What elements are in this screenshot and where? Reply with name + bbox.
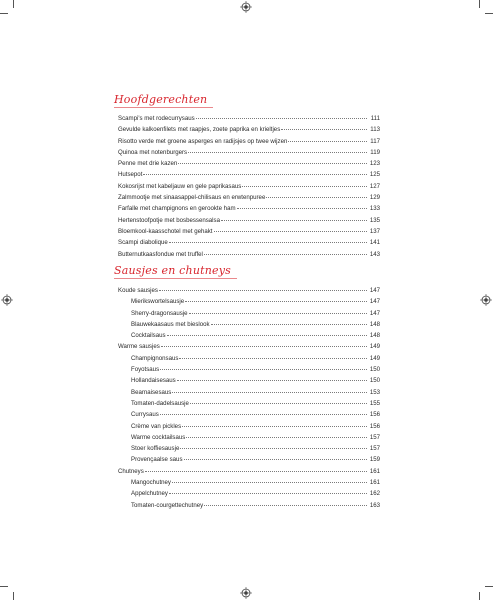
crop-mark-bottom-right-vertical bbox=[479, 592, 480, 600]
entry-page-number: 149 bbox=[369, 354, 380, 362]
entry-title: Kokosrijst met kabeljauw en gele paprikasaus bbox=[118, 182, 242, 190]
toc-entry[interactable] bbox=[118, 203, 380, 214]
entry-title: Stoer koffiesausje bbox=[131, 445, 180, 453]
toc-entry[interactable] bbox=[118, 124, 380, 135]
toc-subentry[interactable] bbox=[118, 500, 380, 511]
dot-leader bbox=[204, 249, 367, 255]
dot-leader bbox=[167, 330, 367, 336]
toc-subentry[interactable] bbox=[118, 454, 380, 465]
dot-leader bbox=[189, 308, 367, 314]
toc-entry[interactable] bbox=[118, 113, 380, 124]
dot-leader bbox=[179, 353, 367, 359]
entry-page-number: 133 bbox=[369, 205, 380, 213]
toc-list-main-courses bbox=[118, 113, 380, 260]
entry-page-number: 155 bbox=[369, 399, 380, 407]
entry-page-number: 153 bbox=[369, 388, 380, 396]
dot-leader bbox=[145, 466, 367, 472]
registration-mark-top-icon bbox=[240, 1, 252, 13]
entry-title: Scampi's met rodecurrysaus bbox=[118, 115, 195, 122]
entry-title: Farfalle met champignons en gerookte ham bbox=[118, 205, 236, 213]
dot-leader bbox=[172, 387, 367, 393]
toc-subentry[interactable] bbox=[118, 488, 380, 499]
entry-title: Koude sausjes bbox=[118, 287, 158, 294]
toc-subentry[interactable] bbox=[118, 398, 380, 409]
dot-leader bbox=[177, 375, 367, 381]
toc-subentry[interactable] bbox=[118, 409, 380, 420]
entry-title: Champignonsaus bbox=[131, 354, 179, 362]
entry-page-number: 147 bbox=[369, 287, 380, 294]
dot-leader bbox=[186, 432, 367, 438]
section-heading-main-courses: Hoofdgerechten bbox=[114, 93, 208, 106]
crop-mark-bottom-right bbox=[485, 586, 493, 587]
entry-page-number: 163 bbox=[369, 501, 380, 509]
toc-subentry[interactable] bbox=[118, 319, 380, 330]
dot-leader bbox=[221, 215, 367, 221]
crop-mark-top-left-vertical bbox=[13, 0, 14, 8]
entry-page-number: 119 bbox=[370, 148, 380, 156]
toc-entry[interactable] bbox=[118, 192, 380, 203]
entry-title: Zalmmootje met sinaasappel-chilisaus en erwtenpuree bbox=[118, 194, 266, 202]
entry-page-number: 147 bbox=[369, 298, 380, 306]
toc-subentry[interactable] bbox=[118, 443, 380, 454]
toc-subentry[interactable] bbox=[118, 432, 380, 443]
entry-page-number: 111 bbox=[370, 115, 380, 122]
dot-leader bbox=[178, 158, 367, 164]
entry-title: Chutneys bbox=[118, 467, 144, 475]
entry-title: Scampi diabolique bbox=[118, 239, 168, 247]
dot-leader bbox=[160, 409, 367, 415]
entry-page-number: 157 bbox=[369, 433, 380, 441]
entry-page-number: 149 bbox=[369, 343, 380, 351]
entry-page-number: 113 bbox=[370, 126, 380, 134]
entry-title: Hutsepot bbox=[118, 171, 143, 179]
entry-title: Bloemkool-kaasschotel met gehakt bbox=[118, 227, 213, 235]
entry-page-number: 162 bbox=[369, 490, 380, 498]
toc-subentry[interactable] bbox=[118, 353, 380, 364]
toc-entry[interactable] bbox=[118, 285, 380, 296]
toc-subentry[interactable] bbox=[118, 364, 380, 375]
crop-mark-bottom-left-vertical bbox=[13, 592, 14, 600]
registration-mark-bottom-icon bbox=[240, 587, 252, 599]
dot-leader bbox=[180, 443, 367, 449]
dot-leader bbox=[143, 169, 367, 175]
dot-leader bbox=[242, 181, 367, 187]
toc-subentry[interactable] bbox=[118, 375, 380, 386]
entry-title: Warme sausjes bbox=[118, 343, 160, 351]
entry-title: Provençaalse saus bbox=[131, 456, 183, 464]
dot-leader bbox=[188, 147, 367, 153]
section-heading-sauces: Sausjes en chutneys bbox=[114, 264, 231, 277]
entry-page-number: 141 bbox=[369, 239, 380, 247]
entry-title: Sherry-dragonsausje bbox=[131, 309, 188, 317]
dot-leader bbox=[185, 296, 367, 302]
toc-entry[interactable] bbox=[118, 341, 380, 352]
entry-title: Tomaten-courgettechutney bbox=[131, 501, 204, 509]
entry-page-number: 148 bbox=[369, 332, 380, 340]
entry-page-number: 161 bbox=[369, 479, 380, 487]
entry-page-number: 161 bbox=[369, 467, 380, 475]
dot-leader bbox=[266, 192, 367, 198]
entry-page-number: 157 bbox=[369, 445, 380, 453]
entry-page-number: 156 bbox=[369, 422, 380, 430]
entry-page-number: 135 bbox=[369, 216, 380, 224]
dot-leader bbox=[190, 398, 367, 404]
toc-list-sauces bbox=[118, 285, 380, 511]
entry-page-number: 123 bbox=[369, 160, 380, 168]
toc-entry[interactable] bbox=[118, 158, 380, 169]
registration-mark-left-icon bbox=[1, 294, 13, 306]
entry-title: Butternutkaasfondue met truffel bbox=[118, 250, 203, 258]
entry-title: Hertenstoofpotje met bosbessensalsa bbox=[118, 216, 220, 224]
entry-page-number: 150 bbox=[369, 377, 380, 385]
entry-page-number: 156 bbox=[369, 411, 380, 419]
entry-title: Tomaten-dadelsausje bbox=[131, 399, 189, 407]
toc-subentry[interactable] bbox=[118, 477, 380, 488]
dot-leader bbox=[288, 136, 367, 142]
dot-leader bbox=[184, 454, 368, 460]
entry-title: Foyotsaus bbox=[131, 366, 160, 374]
toc-entry[interactable] bbox=[118, 169, 380, 180]
dot-leader bbox=[281, 124, 367, 130]
crop-mark-top-right bbox=[485, 13, 493, 14]
entry-title: Quinoa met notenburgers bbox=[118, 148, 188, 156]
toc-entry[interactable] bbox=[118, 147, 380, 158]
dot-leader bbox=[182, 421, 367, 427]
toc-subentry[interactable] bbox=[118, 330, 380, 341]
dot-leader bbox=[169, 488, 367, 494]
entry-title: Mangochutney bbox=[131, 479, 171, 487]
registration-mark-right-icon bbox=[480, 294, 492, 306]
entry-page-number: 125 bbox=[369, 171, 380, 179]
entry-page-number: 137 bbox=[369, 227, 380, 235]
entry-title: Penne met drie kazen bbox=[118, 160, 178, 168]
toc-entry[interactable] bbox=[118, 466, 380, 477]
crop-mark-top-left bbox=[0, 13, 8, 14]
entry-page-number: 129 bbox=[369, 194, 380, 202]
toc-subentry[interactable] bbox=[118, 308, 380, 319]
entry-page-number: 117 bbox=[370, 137, 380, 145]
entry-title: Bearnaisesaus bbox=[131, 388, 172, 396]
toc-entry[interactable] bbox=[118, 181, 380, 192]
toc-entry[interactable] bbox=[118, 136, 380, 147]
toc-entry[interactable] bbox=[118, 215, 380, 226]
entry-title: Appelchutney bbox=[131, 490, 168, 498]
crop-mark-bottom-left bbox=[0, 586, 8, 587]
toc-entry[interactable] bbox=[118, 249, 380, 260]
dot-leader bbox=[169, 237, 367, 243]
entry-title: Hollandaisesaus bbox=[131, 377, 176, 385]
entry-title: Risotto verde met groene asperges en radijsjes op twee wijzen bbox=[118, 137, 288, 145]
dot-leader bbox=[196, 113, 367, 119]
dot-leader bbox=[160, 364, 367, 370]
entry-title: Mierikswortelsausje bbox=[131, 298, 185, 306]
entry-page-number: 148 bbox=[369, 320, 380, 328]
dot-leader bbox=[237, 203, 367, 209]
entry-title: Blauwekaasaus met bieslook bbox=[131, 320, 210, 328]
entry-title: Warme cocktailsaus bbox=[131, 433, 186, 441]
dot-leader bbox=[204, 500, 367, 506]
entry-page-number: 159 bbox=[369, 456, 380, 464]
dot-leader bbox=[172, 477, 367, 483]
toc-entry[interactable] bbox=[118, 237, 380, 248]
entry-title: Cocktailsaus bbox=[131, 332, 166, 340]
entry-page-number: 143 bbox=[369, 250, 380, 258]
toc-subentry[interactable] bbox=[118, 296, 380, 307]
entry-page-number: 127 bbox=[369, 182, 380, 190]
dot-leader bbox=[211, 319, 367, 325]
dot-leader bbox=[214, 226, 367, 232]
entry-title: Crème van pickles bbox=[131, 422, 182, 430]
entry-page-number: 147 bbox=[369, 309, 380, 317]
toc-subentry[interactable] bbox=[118, 421, 380, 432]
entry-title: Currysaus bbox=[131, 411, 159, 419]
dot-leader bbox=[159, 285, 367, 291]
entry-page-number: 150 bbox=[369, 366, 380, 374]
crop-mark-top-right-vertical bbox=[479, 0, 480, 8]
dot-leader bbox=[161, 341, 367, 347]
entry-title: Gevulde kalkoenfilets met raapjes, zoete paprika en krieltjes bbox=[118, 126, 281, 134]
toc-subentry[interactable] bbox=[118, 387, 380, 398]
toc-entry[interactable] bbox=[118, 226, 380, 237]
